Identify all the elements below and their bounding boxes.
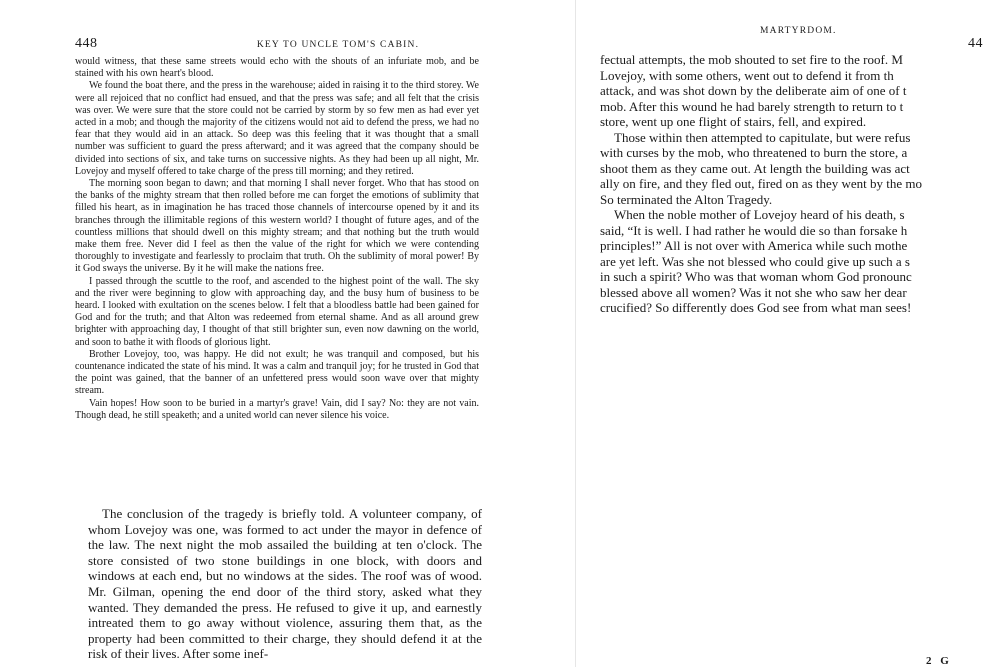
right-running-head: MARTYRDOM. (760, 26, 837, 36)
text-line: store, went up one flight of stairs, fell, and expired. (600, 114, 867, 129)
small-paragraph: Vain hopes! How soon to be buried in a martyr's grave! Vain, did I say? No: they are not vain. Though dead, he still speaketh; and a united world can never silence his voice. (75, 397, 479, 421)
text-line: are yet left. Was she not blessed who could give up such a s (600, 253, 910, 269)
text-line: blessed above all women? Was it not she who saw her dear (600, 284, 907, 300)
text-line: crucified? So differently does God see from what man sees! (600, 300, 912, 315)
right-paragraph-3 (600, 207, 972, 316)
right-text-block (600, 52, 972, 316)
text-line: attack, and was shot down by the deliberate aim of one of t (600, 83, 907, 98)
large-paragraph: The conclusion of the tragedy is briefly told. A volunteer company, of whom Lovejoy was one, was formed to act under the mayor in defence of the law. The next night the mob assailed the building at ten o'clock. The store consisted of two stone buildings in one block, with doors and windows at each end, but no windows at the sides. The roof was of wood. Mr. Gilman, opening the end door of the third story, asked what they wanted. They demanded the press. He refused to give it up, and earnestly intreated them to go away without violence, assuring them that, as the property had been committed to their charge, they should defend it at the risk of their lives. After some inef- (88, 506, 482, 662)
text-line: in such a spirit? Who was that woman whom God pronounc (600, 269, 912, 284)
small-paragraph: would witness, that these same streets would echo with the shouts of an infuriate mob, and be stained with his own heart's blood. (75, 56, 479, 80)
text-line: ally on fire, and they fled out, fired on as they went by the mo (600, 176, 923, 191)
text-line: principles!” All is not over with America while such mothe (600, 238, 908, 253)
small-paragraph: The morning soon began to dawn; and that morning I shall never forget. Who that has stood on the banks of the mighty stream that then rolled before me can forget the emotions of sublimity that filled his heart, as in imagination he has traced those channels of intercourse opened by it and its branches through the illimitable regions of this western world? I thought of future ages, and of the countless millions that should dwell on this mighty stream; and that nothing but the truth would make them free. Never did I feel as then the value of the right for which we were contending thoroughly to investigate and fearlessly to proclaim that truth. Oh the sublimity of moral power! By it God sways the universe. By it he will make the nations free. (75, 178, 479, 275)
left-large-text-block (88, 506, 482, 662)
signature-mark: 2 G (926, 655, 952, 667)
left-page-number: 448 (75, 36, 98, 51)
text-line: fectual attempts, the mob shouted to set fire to the roof. M (600, 52, 903, 67)
right-page-number: 44 (968, 36, 983, 51)
right-paragraph-1 (600, 52, 972, 130)
text-line: Lovejoy, with some others, went out to defend it from th (600, 67, 894, 83)
small-paragraph: I passed through the scuttle to the roof, and ascended to the highest point of the wall. The sky and the river were beginning to glow with approaching day, and the busy hum of business to be heard. I looked with exultation on the scenes below. I felt that a bloodless battle had been gained for God and for the truth; and that Alton was redeemed from eternal shame. And as all around grew brighter with approaching day, I thought of that still brighter sun, even now dawning on the world, and soon to bathe it with floods of glorious light. (75, 275, 479, 348)
text-line: So terminated the Alton Tragedy. (600, 191, 773, 207)
text-line: Those within then attempted to capitulate, but were refus (614, 129, 911, 145)
text-line: said, “It is well. I had rather he would die so than forsake h (600, 222, 908, 238)
left-running-head: KEY TO UNCLE TOM'S CABIN. (256, 40, 420, 50)
text-line: When the noble mother of Lovejoy heard of his death, s (614, 207, 905, 222)
text-line: with curses by the mob, who threatened to burn the store, a (600, 145, 908, 160)
text-line: shoot them as they came out. At length the building was act (600, 160, 910, 176)
small-paragraph: We found the boat there, and the press in the warehouse; aided in raising it to the third storey. We were all rejoiced that no conflict had ensued, and that the press was safe; and all felt that the crisis was over. We were sure that the store could not be carried by storm by so few men as had ever yet acted in a mob; and though the majority of the citizens would not aid to defend the press, we had no fear that they would aid in an attack. So deep was this feeling that it was thought that a small number was sufficient to guard the press afterward; and it was agreed that the company should be divided into sections of six, and take turns on successive nights. As they had been up all night, Mr. Lovejoy and myself offered to take charge of the press till morning; and they retired. (75, 80, 479, 177)
small-paragraph: Brother Lovejoy, too, was happy. He did not exult; he was tranquil and composed, but his countenance indicated the state of his mind. It was a calm and tranquil joy; for he trusted in God that the point was gained, that the banner of an unfettered press would soon wave over that mighty stream. (75, 348, 479, 397)
right-paragraph-2 (600, 130, 972, 208)
text-line: mob. After this wound he had barely strength to return to t (600, 98, 904, 114)
left-small-text-block (75, 56, 479, 422)
